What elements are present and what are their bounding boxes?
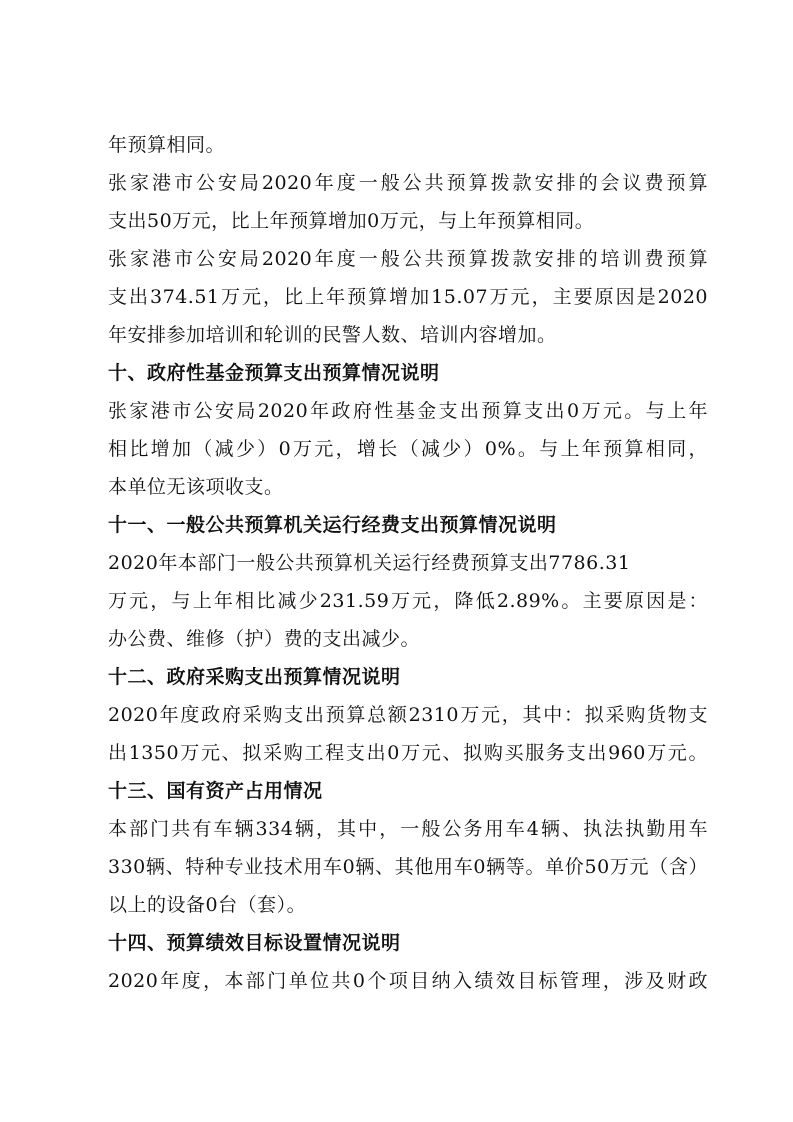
paragraph-line: 年预算相同。 bbox=[108, 134, 226, 156]
section-heading: 十一、一般公共预算机关运行经费支出预算情况说明 bbox=[108, 514, 557, 536]
paragraph-line: 以上的设备0台（套）。 bbox=[108, 894, 307, 916]
section-heading: 十二、政府采购支出预算情况说明 bbox=[108, 666, 401, 688]
paragraph-line: 支出50万元，比上年预算增加0万元，与上年预算相同。 bbox=[108, 210, 595, 232]
paragraph-line: 万元，与上年相比减少231.59万元，降低2.89%。主要原因是： bbox=[108, 590, 708, 612]
paragraph-line: 相比增加（减少）0万元，增长（减少）0%。与上年预算相同， bbox=[108, 438, 708, 460]
section-heading: 十四、预算绩效目标设置情况说明 bbox=[108, 932, 401, 954]
paragraph-line: 年安排参加培训和轮训的民警人数、培训内容增加。 bbox=[108, 324, 557, 346]
paragraph-line: 2020年度政府采购支出预算总额2310万元，其中：拟采购货物支 bbox=[108, 704, 708, 726]
paragraph-line: 办公费、维修（护）费的支出减少。 bbox=[108, 628, 421, 650]
paragraph-line: 2020年本部门一般公共预算机关运行经费预算支出7786.31 bbox=[108, 552, 631, 574]
paragraph-line: 张家港市公安局2020年度一般公共预算拨款安排的培训费预算 bbox=[108, 248, 708, 270]
paragraph-line: 2020年度，本部门单位共0个项目纳入绩效目标管理，涉及财政 bbox=[108, 970, 708, 992]
paragraph-line: 出1350万元、拟采购工程支出0万元、拟购买服务支出960万元。 bbox=[108, 742, 708, 764]
paragraph-line: 张家港市公安局2020年度一般公共预算拨款安排的会议费预算 bbox=[108, 172, 708, 194]
paragraph-line: 张家港市公安局2020年政府性基金支出预算支出0万元。与上年 bbox=[108, 400, 708, 422]
section-heading: 十三、国有资产占用情况 bbox=[108, 780, 323, 802]
paragraph-line: 支出374.51万元，比上年预算增加15.07万元，主要原因是2020 bbox=[108, 286, 708, 308]
paragraph-line: 本单位无该项收支。 bbox=[108, 476, 284, 498]
paragraph-line: 330辆、特种专业技术用车0辆、其他用车0辆等。单价50万元（含） bbox=[108, 856, 708, 878]
section-heading: 十、政府性基金预算支出预算情况说明 bbox=[108, 362, 440, 384]
paragraph-line: 本部门共有车辆334辆，其中，一般公务用车4辆、执法执勤用车 bbox=[108, 818, 708, 840]
